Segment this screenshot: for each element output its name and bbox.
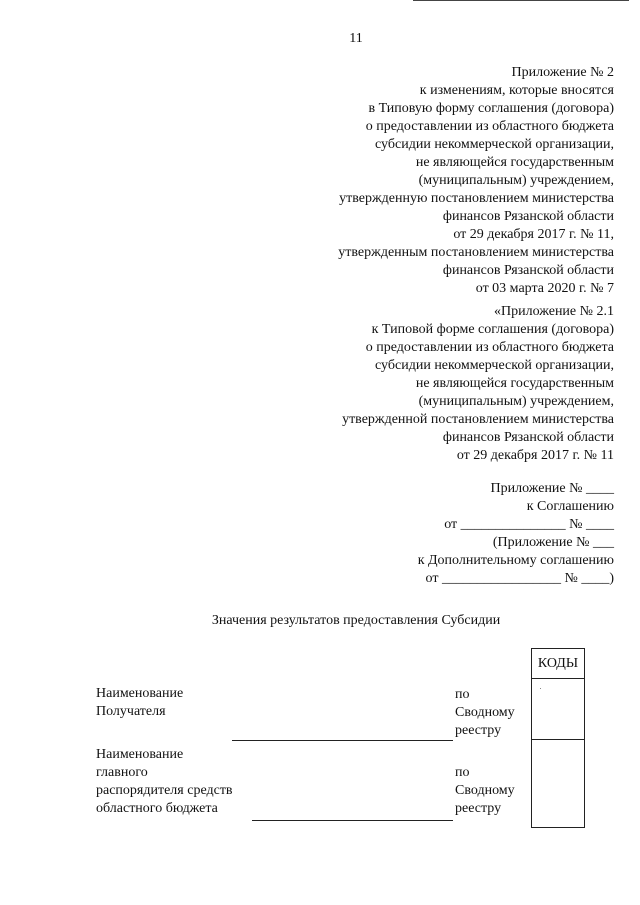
manager-label-line: областного бюджета — [96, 801, 218, 816]
manager-label-line: распорядителя средств — [96, 783, 233, 798]
appendix-header-line: финансов Рязанской области — [442, 209, 614, 224]
appendix-quote-line: (муниципальным) учреждением, — [418, 394, 614, 409]
recipient-label — [96, 685, 183, 721]
manager-code-cell — [532, 740, 584, 828]
agreement-reference-line: (Приложение № ___ — [492, 535, 614, 550]
manager-label-line: Наименование — [96, 747, 184, 762]
agreement-reference-line: к Соглашению — [526, 499, 614, 514]
appendix-quote-line: не являющейся государственным — [415, 376, 614, 391]
manager-name-line — [252, 820, 453, 821]
appendix-quote-line: к Типовой форме соглашения (договора) — [371, 322, 614, 337]
appendix-header-line: о предоставлении из областного бюджета — [365, 119, 614, 134]
appendix-header-line: субсидии некоммерческой организации, — [375, 137, 614, 152]
recipient-code-label — [455, 686, 515, 740]
top-rule — [413, 0, 629, 1]
appendix-quote-line: утвержденной постановлением министерства — [342, 412, 614, 427]
appendix-header-line: утвержденную постановлением министерства — [339, 191, 614, 206]
agreement-reference-line: к Дополнительному соглашению — [417, 553, 614, 568]
appendix-header-line: финансов Рязанской области — [442, 263, 614, 278]
appendix-quote-line: «Приложение № 2.1 — [494, 304, 614, 319]
recipient-label-line: Наименование — [96, 686, 184, 701]
recipient-code-label-line: Сводному — [455, 705, 515, 720]
manager-code-label-line: по — [455, 765, 470, 780]
manager-code-label — [455, 764, 515, 818]
recipient-code-label-line: по — [455, 687, 470, 702]
recipient-code-label-line: реестру — [455, 723, 502, 738]
codes-header: КОДЫ — [532, 649, 584, 679]
appendix-header — [338, 64, 614, 298]
agreement-reference — [418, 480, 614, 588]
recipient-name-line — [232, 740, 453, 741]
appendix-header-line: Приложение № 2 — [511, 65, 614, 80]
appendix-header-line: утвержденным постановлением министерства — [338, 245, 614, 260]
appendix-quote-line: о предоставлении из областного бюджета — [365, 340, 614, 355]
appendix-quote-line: субсидии некоммерческой организации, — [375, 358, 614, 373]
appendix-header-line: к изменениям, которые вносятся — [419, 83, 614, 98]
appendix-quote-line: от 29 декабря 2017 г. № 11 — [456, 448, 614, 463]
codes-table — [531, 648, 585, 828]
appendix-header-line: от 29 декабря 2017 г. № 11, — [453, 227, 614, 242]
recipient-label-line: Получателя — [96, 704, 166, 719]
agreement-reference-line: от _______________ № ____ — [444, 517, 614, 532]
appendix-header-line: в Типовую форму соглашения (договора) — [368, 101, 614, 116]
agreement-reference-line: Приложение № ____ — [490, 481, 614, 496]
manager-code-label-line: Сводному — [455, 783, 515, 798]
manager-code-label-line: реестру — [455, 801, 502, 816]
appendix-quote-line: финансов Рязанской области — [442, 430, 614, 445]
scan-dot — [540, 688, 541, 689]
manager-label-line: главного — [96, 765, 148, 780]
manager-label — [96, 746, 233, 818]
document-title: Значения результатов предоставления Субсидии — [211, 613, 501, 628]
appendix-header-line: (муниципальным) учреждением, — [418, 173, 614, 188]
appendix-quote — [342, 303, 614, 465]
page-number: 11 — [349, 31, 363, 46]
appendix-header-line: не являющейся государственным — [415, 155, 614, 170]
agreement-reference-line: от _________________ № ____) — [425, 571, 614, 586]
appendix-header-line: от 03 марта 2020 г. № 7 — [475, 281, 614, 296]
